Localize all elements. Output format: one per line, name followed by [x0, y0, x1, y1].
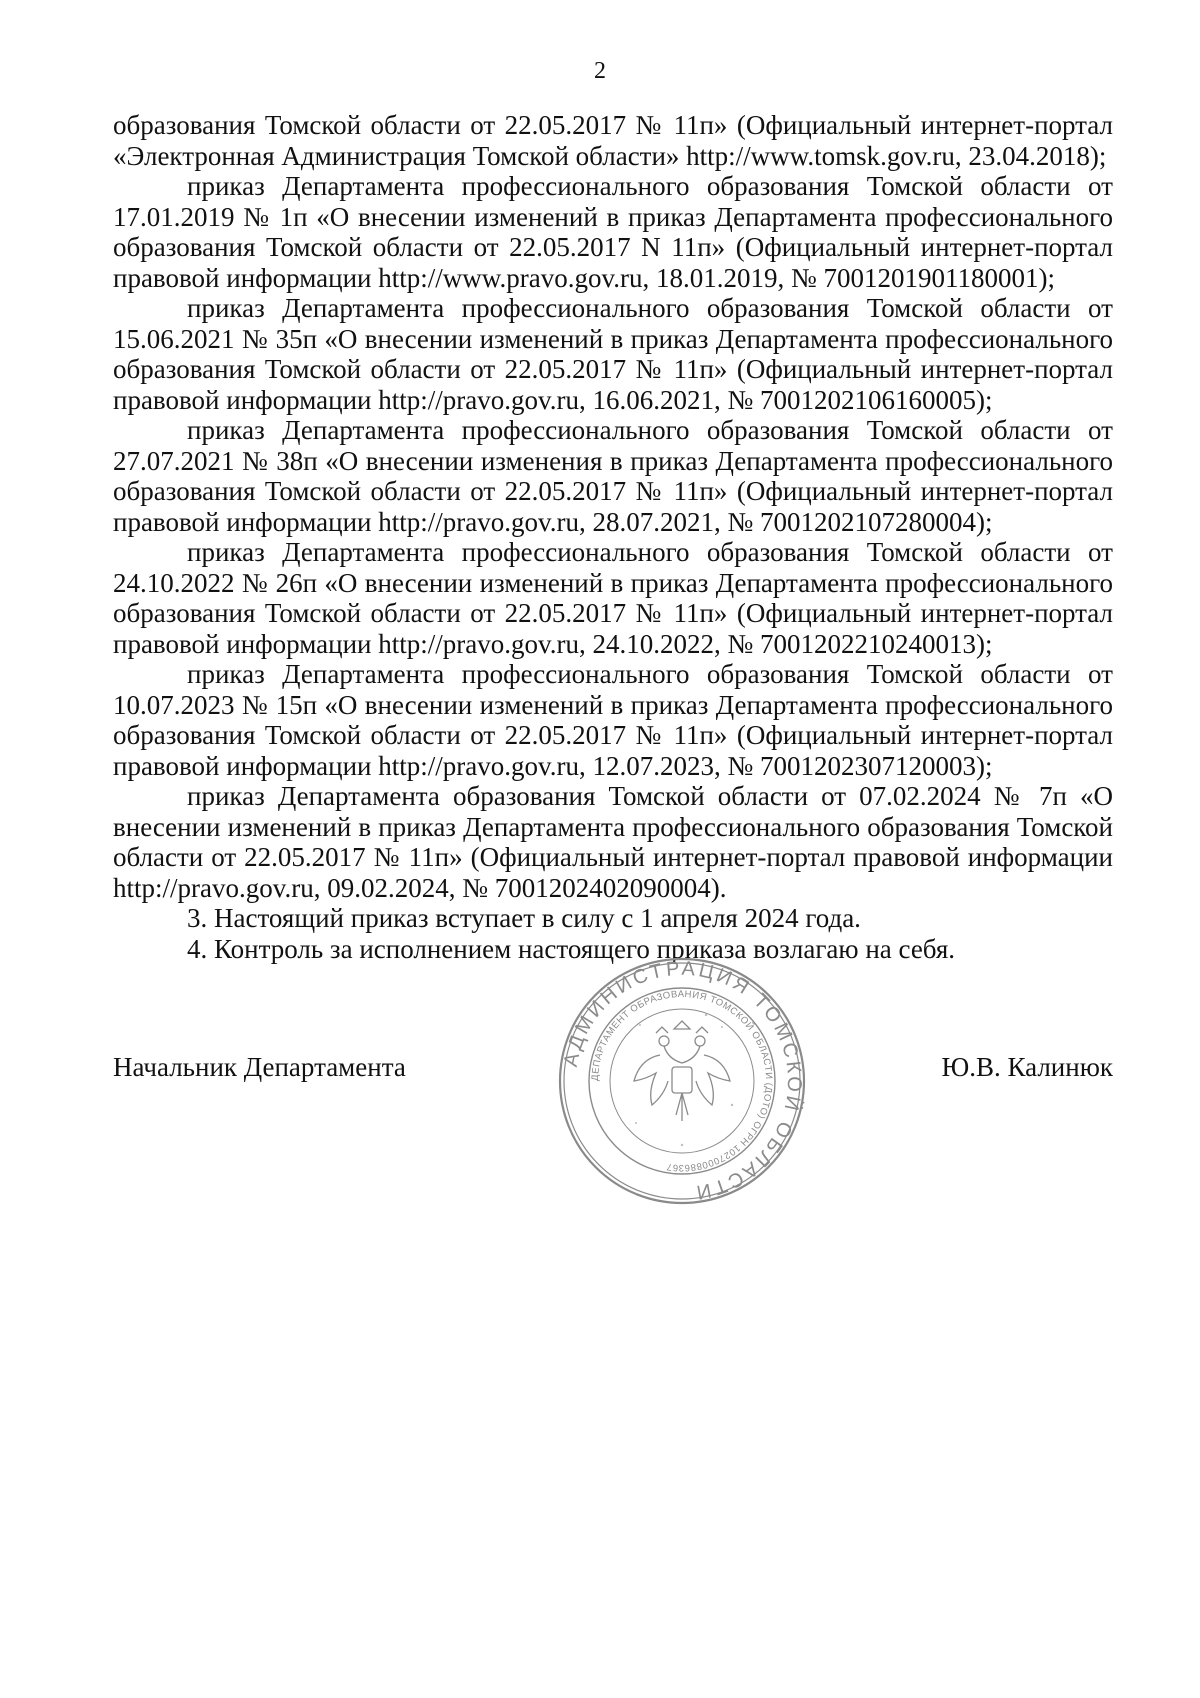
paragraph-order-2022: приказ Департамента профессионального образования Томской области от 24.10.2022 № 26п «О внесении изменений в приказ Департамента профессионального образования Томской области от 22.05.2017 № 11п» (Официальный интернет-портал правовой информации http://pravo.gov.ru, 24.10.2022, № 7001202210240013); [113, 537, 1113, 659]
signatory-position: Начальник Департамента [113, 1052, 406, 1082]
paragraph-order-2019: приказ Департамента профессионального образования Томской области от 17.01.2019 № 1п «О внесении изменений в приказ Департамента профессионального образования Томской области от 22.05.2017 N 11п» (Официальный интернет-портал правовой информации http://www.pravo.gov.ru, 18.01.2019, № 7001201901180001); [113, 171, 1113, 293]
clause-4: 4. Контроль за исполнением настоящего приказа возлагаю на себя. [187, 933, 956, 964]
seal-inner-textpath: ДЕПАРТАМЕНТ ОБРАЗОВАНИЯ ТОМСКОЙ ОБЛАСТИ (ДОТО) ОГРН 1027000886367 [589, 988, 775, 1174]
paragraph-continuation: образования Томской области от 22.05.2017 № 11п» (Официальный интернет-портал «Электронная Администрация Томской области» http://www.tomsk.gov.ru, 23.04.2018); [113, 110, 1113, 171]
official-seal [556, 955, 808, 1207]
paragraph-order-2021-june: приказ Департамента профессионального образования Томской области от 15.06.2021 № 35п «О внесении изменений в приказ Департамента профессионального образования Томской области от 22.05.2017 № 11п» (Официальный интернет-портал правовой информации http://pravo.gov.ru, 16.06.2021, № 7001202106160005); [113, 293, 1113, 415]
seal-stamp-icon [556, 955, 808, 1207]
paragraph-order-2024: приказ Департамента образования Томской области от 07.02.2024 № 7п «О внесении изменений в приказ Департамента профессионального образования Томской области от 22.05.2017 № 11п» (Официальный интернет-портал правовой информации http://pravo.gov.ru, 09.02.2024, № 7001202402090004). [113, 781, 1113, 903]
signatory-name: Ю.В. Калинюк [941, 1052, 1113, 1082]
paragraph-order-2021-july: приказ Департамента профессионального образования Томской области от 27.07.2021 № 38п «О внесении изменения в приказ Департамента профессионального образования Томской области от 22.05.2017 № 11п» (Официальный интернет-портал правовой информации http://pravo.gov.ru, 28.07.2021, № 7001202107280004); [113, 415, 1113, 537]
clause-3: 3. Настоящий приказ вступает в силу с 1 апреля 2024 года. [187, 903, 861, 933]
double-headed-eagle-icon [634, 1021, 730, 1121]
page-number: 2 [594, 58, 606, 84]
document-body [113, 110, 1113, 964]
seal-outer-textpath: АДМИНИСТРАЦИЯ ТОМСКОЙ ОБЛАСТИ [559, 957, 806, 1204]
paragraph-order-2023: приказ Департамента профессионального образования Томской области от 10.07.2023 № 15п «О внесении изменений в приказ Департамента профессионального образования Томской области от 22.05.2017 № 11п» (Официальный интернет-портал правовой информации http://pravo.gov.ru, 12.07.2023, № 7001202307120003); [113, 659, 1113, 781]
